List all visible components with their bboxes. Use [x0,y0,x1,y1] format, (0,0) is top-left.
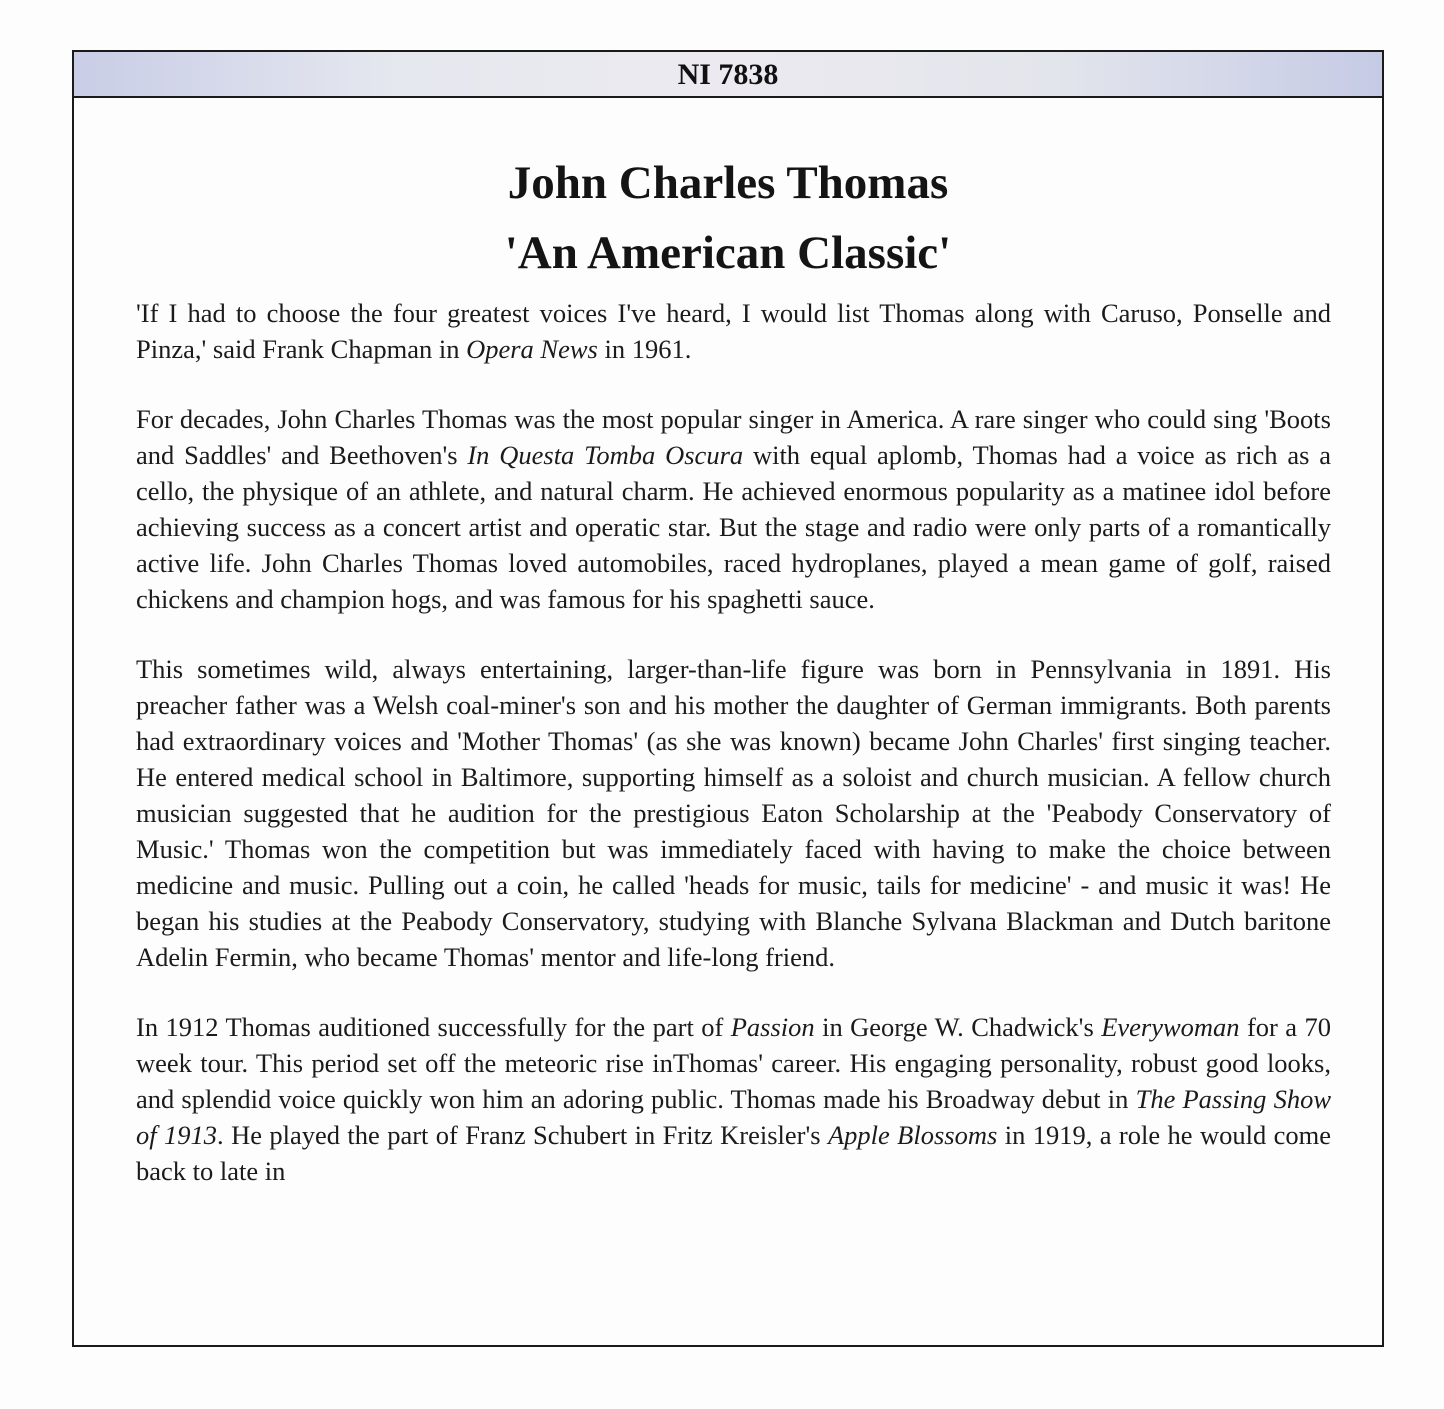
catalog-header-bar [74,52,1382,98]
paragraph-2-text-2: with equal aplomb, Thomas had a voice as rich as a cello, the physique of an athlete, and natural charm. He achieved enormous popularity as a matinee idol before achieving success as a concert artist and operatic star. But the stage and radio were only parts of a romantically active life. John Charles Thomas loved automobiles, raced hydroplanes, played a mean game of golf, raised chickens and champion hogs, and was famous for his spaghetti sauce. [136,440,1331,614]
paragraph-4 [136,1009,1331,1189]
paragraph-1-italic-1: Opera News [466,334,598,364]
paragraph-4-italic-2: Everywoman [1101,1012,1240,1042]
paragraph-4-text-1: In 1912 Thomas auditioned successfully for the part of [136,1012,731,1042]
paragraph-2 [136,401,1331,617]
body-text [136,295,1331,1189]
paragraph-4-text-4: . He played the part of Franz Schubert in Fritz Kreisler's [217,1120,828,1150]
paragraph-2-text-1: For decades, John Charles Thomas was the most popular singer in America. A rare singer who could sing 'Boots and Saddles' and Beethoven's [136,404,1331,470]
paragraph-1-text-1: 'If I had to choose the four greatest voices I've heard, I would list Thomas along with Caruso, Ponselle and Pinza,' said Frank Chapman in [136,298,1331,364]
title-artist: John Charles Thomas [507,157,949,209]
paragraph-3 [136,651,1331,975]
paragraph-4-text-3: for a 70 week tour. This period set off the meteoric rise inThomas' career. His engaging personality, robust good looks, and splendid voice quickly won him an adoring public. Thomas made his Broadway debut in [136,1012,1331,1114]
paragraph-4-italic-3: The Passing Show of 1913 [136,1084,1331,1150]
paragraph-4-text-5: in 1919, a role he would come back to late in [136,1120,1331,1186]
paragraph-2-italic-1: In Questa Tomba Oscura [467,440,744,470]
paragraph-4-italic-4: Apple Blossoms [827,1120,998,1150]
booklet-frame [72,50,1384,1347]
paragraph-4-text-2: in George W. Chadwick's [814,1012,1102,1042]
paragraph-4-italic-1: Passion [730,1012,815,1042]
title-block [74,148,1382,288]
paragraph-1 [136,295,1331,367]
title-subtitle: 'An American Classic' [504,227,952,279]
catalog-number: NI 7838 [677,58,779,91]
paragraph-3-text-1: This sometimes wild, always entertaining, larger-than-life figure was born in Pennsylvania in 1891. His preacher father was a Welsh coal-miner's son and his mother the daughter of German immigrants. Both parents had extraordinary voices and 'Mother Thomas' (as she was known) became John Charles' first singing teacher. He entered medical school in Baltimore, supporting himself as a soloist and church musician. A fellow church musician suggested that he audition for the prestigious Eaton Scholarship at the 'Peabody Conservatory of Music.' Thomas won the competition but was immediately faced with having to make the choice between medicine and music. Pulling out a coin, he called 'heads for music, tails for medicine' - and music it was! He began his studies at the Peabody Conservatory, studying with Blanche Sylvana Blackman and Dutch baritone Adelin Fermin, who became Thomas' mentor and life-long friend. [136,654,1331,972]
paragraph-1-text-2: in 1961. [597,334,692,364]
